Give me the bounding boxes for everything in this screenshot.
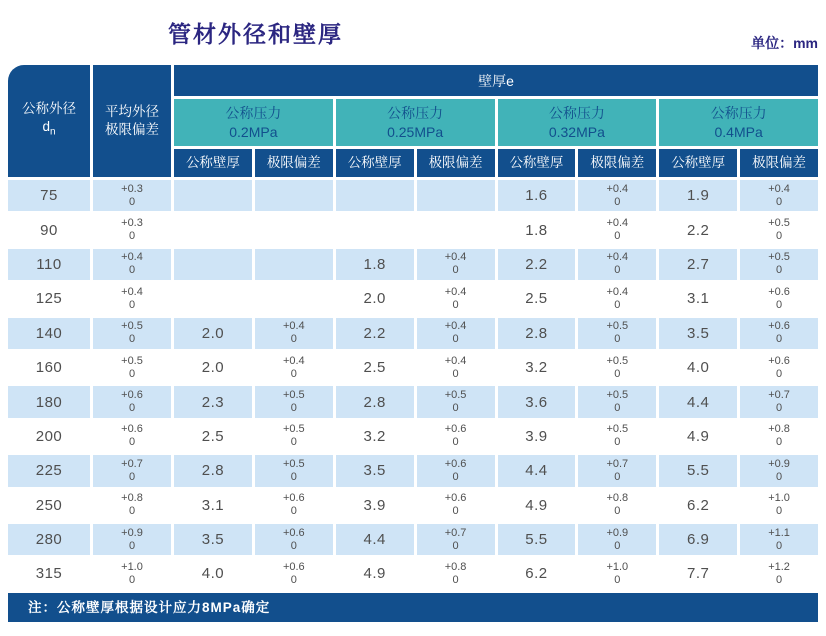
dev-top: +0.4 [606, 217, 629, 230]
dev-top: +0.7 [121, 457, 143, 470]
avg-deviation-cell [93, 180, 171, 211]
thickness-cell: 5.5 [659, 455, 737, 486]
dn-cell: 250 [8, 490, 90, 521]
dn-cell: 200 [8, 421, 90, 452]
dev-bottom: 0 [452, 402, 459, 415]
deviation-cell [255, 318, 333, 349]
deviation-cell [417, 490, 495, 521]
pipe-dimensions-table [8, 65, 818, 590]
dev-top: +1.0 [768, 492, 790, 505]
dev-top: +0.6 [768, 285, 790, 298]
deviation-cell [255, 558, 333, 589]
dev-top: +0.6 [121, 423, 143, 436]
thickness-cell: 2.0 [336, 283, 414, 314]
dev-bottom: 0 [128, 470, 136, 483]
thickness-cell: 3.6 [498, 386, 576, 417]
deviation-cell [740, 558, 818, 589]
dev-bottom: 0 [776, 573, 783, 586]
thickness-cell: 2.7 [659, 249, 737, 280]
dev-top: +0.6 [444, 492, 467, 505]
avg-deviation-cell [93, 455, 171, 486]
deviation-cell [740, 421, 818, 452]
header-wall-thickness-band: 壁厚e [174, 65, 818, 96]
deviation-cell [417, 249, 495, 280]
thickness-cell: 1.8 [498, 214, 576, 245]
dn-cell: 125 [8, 283, 90, 314]
thickness-cell [174, 283, 252, 314]
thickness-cell: 6.2 [659, 490, 737, 521]
subheader-thickness: 公称壁厚 [174, 149, 252, 177]
dev-bottom: 0 [128, 573, 136, 586]
dev-top: +0.6 [444, 423, 467, 436]
dev-bottom: 0 [128, 333, 136, 346]
header-pressure-032: 公称压力 0.32MPa [498, 99, 657, 146]
dev-bottom: 0 [128, 505, 136, 518]
dn-cell: 160 [8, 352, 90, 383]
header-pressure-02: 公称压力 0.2MPa [174, 99, 333, 146]
thickness-cell: 2.8 [498, 318, 576, 349]
deviation-cell [255, 455, 333, 486]
dev-bottom: 0 [776, 470, 783, 483]
thickness-cell: 4.9 [659, 421, 737, 452]
deviation-cell [255, 249, 333, 280]
subheader-deviation: 极限偏差 [578, 149, 656, 177]
thickness-cell: 2.2 [659, 214, 737, 245]
dev-bottom: 0 [776, 230, 783, 243]
thickness-cell: 4.9 [336, 558, 414, 589]
dev-top: +0.5 [282, 457, 305, 470]
deviation-cell [578, 214, 656, 245]
dev-top: +0.7 [606, 457, 629, 470]
dev-bottom: 0 [290, 539, 297, 552]
dev-top: +1.0 [606, 560, 629, 573]
thickness-cell: 2.3 [174, 386, 252, 417]
deviation-cell [255, 283, 333, 314]
subheader-thickness: 公称壁厚 [498, 149, 576, 177]
dn-cell: 225 [8, 455, 90, 486]
dev-top: +0.4 [606, 285, 629, 298]
avg-deviation-cell [93, 352, 171, 383]
deviation-cell [255, 180, 333, 211]
thickness-cell: 3.5 [174, 524, 252, 555]
dev-bottom: 0 [776, 436, 783, 449]
deviation-cell [417, 180, 495, 211]
dev-bottom: 0 [128, 298, 136, 311]
deviation-cell [740, 490, 818, 521]
dev-bottom: 0 [776, 505, 783, 518]
deviation-cell [740, 214, 818, 245]
header-avg-deviation-line2: 极限偏差 [105, 122, 159, 137]
thickness-cell: 2.8 [336, 386, 414, 417]
thickness-cell: 4.4 [498, 455, 576, 486]
avg-deviation-cell [93, 249, 171, 280]
dev-bottom: 0 [614, 195, 621, 208]
dev-top: +0.7 [444, 526, 467, 539]
dev-top: +0.4 [768, 182, 790, 195]
subheader-deviation: 极限偏差 [740, 149, 818, 177]
dev-bottom: 0 [128, 195, 136, 208]
thickness-cell: 2.0 [174, 318, 252, 349]
thickness-cell: 3.5 [659, 318, 737, 349]
deviation-cell [255, 386, 333, 417]
deviation-cell [740, 249, 818, 280]
subheader-thickness: 公称壁厚 [659, 149, 737, 177]
dev-top: +0.4 [444, 251, 467, 264]
deviation-cell [578, 283, 656, 314]
header-pressure-04: 公称压力 0.4MPa [659, 99, 818, 146]
deviation-cell [740, 455, 818, 486]
deviation-cell [740, 524, 818, 555]
dev-bottom: 0 [452, 333, 459, 346]
deviation-cell [578, 455, 656, 486]
dev-top: +0.9 [768, 457, 790, 470]
thickness-cell [174, 249, 252, 280]
dev-bottom: 0 [290, 573, 297, 586]
thickness-cell: 2.8 [174, 455, 252, 486]
dev-bottom: 0 [128, 402, 136, 415]
dev-bottom: 0 [452, 264, 459, 277]
thickness-cell: 2.0 [174, 352, 252, 383]
subheader-deviation: 极限偏差 [417, 149, 495, 177]
header-avg-deviation-line1: 平均外径 [105, 104, 159, 119]
dev-bottom: 0 [128, 539, 136, 552]
deviation-cell [578, 524, 656, 555]
dev-top: +0.6 [282, 526, 305, 539]
dev-top: +0.5 [121, 354, 143, 367]
dev-bottom: 0 [614, 573, 621, 586]
dev-bottom: 0 [614, 539, 621, 552]
thickness-cell: 3.9 [336, 490, 414, 521]
dev-top: +0.6 [282, 560, 305, 573]
dev-top: +0.4 [606, 251, 629, 264]
deviation-cell [578, 352, 656, 383]
avg-deviation-cell [93, 490, 171, 521]
avg-deviation-cell [93, 524, 171, 555]
dn-cell: 110 [8, 249, 90, 280]
dev-bottom: 0 [290, 367, 297, 380]
dev-bottom: 0 [128, 367, 136, 380]
deviation-cell [578, 180, 656, 211]
dev-top: +0.7 [768, 389, 790, 402]
thickness-cell: 5.5 [498, 524, 576, 555]
deviation-cell [417, 524, 495, 555]
dev-bottom: 0 [452, 539, 459, 552]
dev-top: +0.6 [444, 457, 467, 470]
dev-bottom: 0 [290, 470, 297, 483]
thickness-cell: 3.2 [498, 352, 576, 383]
dev-top: +0.5 [444, 389, 467, 402]
dev-top: +0.5 [606, 389, 629, 402]
deviation-cell [740, 318, 818, 349]
dev-bottom: 0 [614, 436, 621, 449]
deviation-cell [578, 558, 656, 589]
dev-bottom: 0 [128, 230, 136, 243]
dev-bottom: 0 [452, 298, 459, 311]
dev-top: +0.5 [121, 320, 143, 333]
deviation-cell [417, 455, 495, 486]
deviation-cell [578, 386, 656, 417]
thickness-cell: 4.4 [336, 524, 414, 555]
thickness-cell: 6.2 [498, 558, 576, 589]
dev-top: +0.5 [768, 217, 790, 230]
thickness-cell: 2.2 [336, 318, 414, 349]
deviation-cell [578, 318, 656, 349]
dev-bottom: 0 [452, 436, 459, 449]
thickness-cell: 7.7 [659, 558, 737, 589]
header-pressure-025: 公称压力 0.25MPa [336, 99, 495, 146]
thickness-cell: 1.8 [336, 249, 414, 280]
dev-bottom: 0 [452, 367, 459, 380]
dev-top: +0.6 [282, 492, 305, 505]
dev-bottom: 0 [614, 298, 621, 311]
deviation-cell [417, 352, 495, 383]
thickness-cell: 2.5 [498, 283, 576, 314]
deviation-cell [255, 524, 333, 555]
dev-bottom: 0 [452, 470, 459, 483]
avg-deviation-cell [93, 283, 171, 314]
dev-top: +0.5 [606, 423, 629, 436]
deviation-cell [255, 214, 333, 245]
thickness-cell: 4.0 [659, 352, 737, 383]
dev-top: +0.5 [282, 423, 305, 436]
deviation-cell [255, 421, 333, 452]
dev-top: +0.6 [768, 354, 790, 367]
dev-bottom: 0 [776, 195, 783, 208]
dev-top: +0.5 [606, 320, 629, 333]
dev-bottom: 0 [614, 333, 621, 346]
thickness-cell: 3.1 [174, 490, 252, 521]
thickness-cell: 3.5 [336, 455, 414, 486]
thickness-cell: 3.9 [498, 421, 576, 452]
dev-bottom: 0 [290, 505, 297, 518]
dev-bottom: 0 [776, 264, 783, 277]
dev-top: +0.6 [768, 320, 790, 333]
deviation-cell [255, 490, 333, 521]
deviation-cell [740, 180, 818, 211]
thickness-cell: 2.5 [174, 421, 252, 452]
dn-cell: 90 [8, 214, 90, 245]
thickness-cell: 6.9 [659, 524, 737, 555]
avg-deviation-cell [93, 318, 171, 349]
thickness-cell [174, 180, 252, 211]
thickness-cell: 2.2 [498, 249, 576, 280]
dev-top: +0.6 [121, 389, 143, 402]
dev-top: +0.3 [121, 182, 143, 195]
thickness-cell: 1.9 [659, 180, 737, 211]
thickness-cell [336, 214, 414, 245]
dev-top: +0.5 [282, 389, 305, 402]
avg-deviation-cell [93, 558, 171, 589]
dev-bottom: 0 [290, 436, 297, 449]
dev-bottom: 0 [614, 402, 621, 415]
dev-top: +0.9 [121, 526, 143, 539]
dev-bottom: 0 [614, 230, 621, 243]
dev-top: +0.4 [121, 285, 143, 298]
dev-top: +0.4 [282, 354, 305, 367]
dev-top: +0.4 [121, 251, 143, 264]
dev-top: +0.4 [444, 285, 467, 298]
thickness-cell [174, 214, 252, 245]
deviation-cell [417, 421, 495, 452]
dev-top: +0.5 [768, 251, 790, 264]
deviation-cell [740, 386, 818, 417]
dev-top: +0.3 [121, 217, 143, 230]
footnote-bar: 注：公称壁厚根据设计应力8MPa确定 [8, 593, 818, 622]
dev-bottom: 0 [614, 505, 621, 518]
dev-top: +0.8 [768, 423, 790, 436]
deviation-cell [255, 352, 333, 383]
dev-bottom: 0 [290, 402, 297, 415]
unit-label: 单位：mm [751, 35, 818, 51]
dev-top: +0.8 [444, 560, 467, 573]
deviation-cell [578, 249, 656, 280]
dev-top: +0.4 [444, 320, 467, 333]
dn-cell: 75 [8, 180, 90, 211]
dev-bottom: 0 [128, 264, 136, 277]
deviation-cell [417, 558, 495, 589]
dev-top: +0.9 [606, 526, 629, 539]
dev-top: +0.5 [606, 354, 629, 367]
dev-bottom: 0 [776, 333, 783, 346]
subheader-deviation: 极限偏差 [255, 149, 333, 177]
thickness-cell: 4.9 [498, 490, 576, 521]
deviation-cell [417, 386, 495, 417]
thickness-cell: 1.6 [498, 180, 576, 211]
dev-bottom: 0 [452, 505, 459, 518]
dev-bottom: 0 [776, 402, 783, 415]
dn-symbol: $d_n$ [42, 119, 56, 138]
dn-cell: 140 [8, 318, 90, 349]
deviation-cell [417, 214, 495, 245]
dev-top: +0.4 [444, 354, 467, 367]
header-outer-diameter-label: 公称外径 [22, 101, 76, 117]
dev-top: +0.4 [282, 320, 305, 333]
thickness-cell [336, 180, 414, 211]
thickness-cell: 2.5 [336, 352, 414, 383]
dev-top: +0.4 [606, 182, 629, 195]
subheader-thickness: 公称壁厚 [336, 149, 414, 177]
deviation-cell [578, 490, 656, 521]
dev-bottom: 0 [614, 264, 621, 277]
thickness-cell: 3.2 [336, 421, 414, 452]
dn-cell: 315 [8, 558, 90, 589]
dev-top: +1.1 [768, 526, 790, 539]
dev-bottom: 0 [776, 367, 783, 380]
header-avg-deviation [93, 65, 171, 177]
dev-bottom: 0 [614, 470, 621, 483]
deviation-cell [740, 283, 818, 314]
page-title: 管材外径和壁厚 [168, 21, 343, 47]
dn-cell: 180 [8, 386, 90, 417]
deviation-cell [740, 352, 818, 383]
dev-bottom: 0 [614, 367, 621, 380]
dn-cell: 280 [8, 524, 90, 555]
deviation-cell [417, 318, 495, 349]
dev-bottom: 0 [290, 333, 297, 346]
thickness-cell: 4.4 [659, 386, 737, 417]
avg-deviation-cell [93, 214, 171, 245]
avg-deviation-cell [93, 386, 171, 417]
thickness-cell: 3.1 [659, 283, 737, 314]
dev-top: +0.8 [606, 492, 629, 505]
avg-deviation-cell [93, 421, 171, 452]
dev-bottom: 0 [452, 573, 459, 586]
dev-bottom: 0 [776, 539, 783, 552]
dev-bottom: 0 [776, 298, 783, 311]
deviation-cell [578, 421, 656, 452]
dev-top: +1.0 [121, 560, 143, 573]
dev-top: +0.8 [121, 492, 143, 505]
header-outer-diameter [8, 65, 90, 177]
dev-top: +1.2 [768, 560, 790, 573]
thickness-cell: 4.0 [174, 558, 252, 589]
deviation-cell [417, 283, 495, 314]
dev-bottom: 0 [128, 436, 136, 449]
